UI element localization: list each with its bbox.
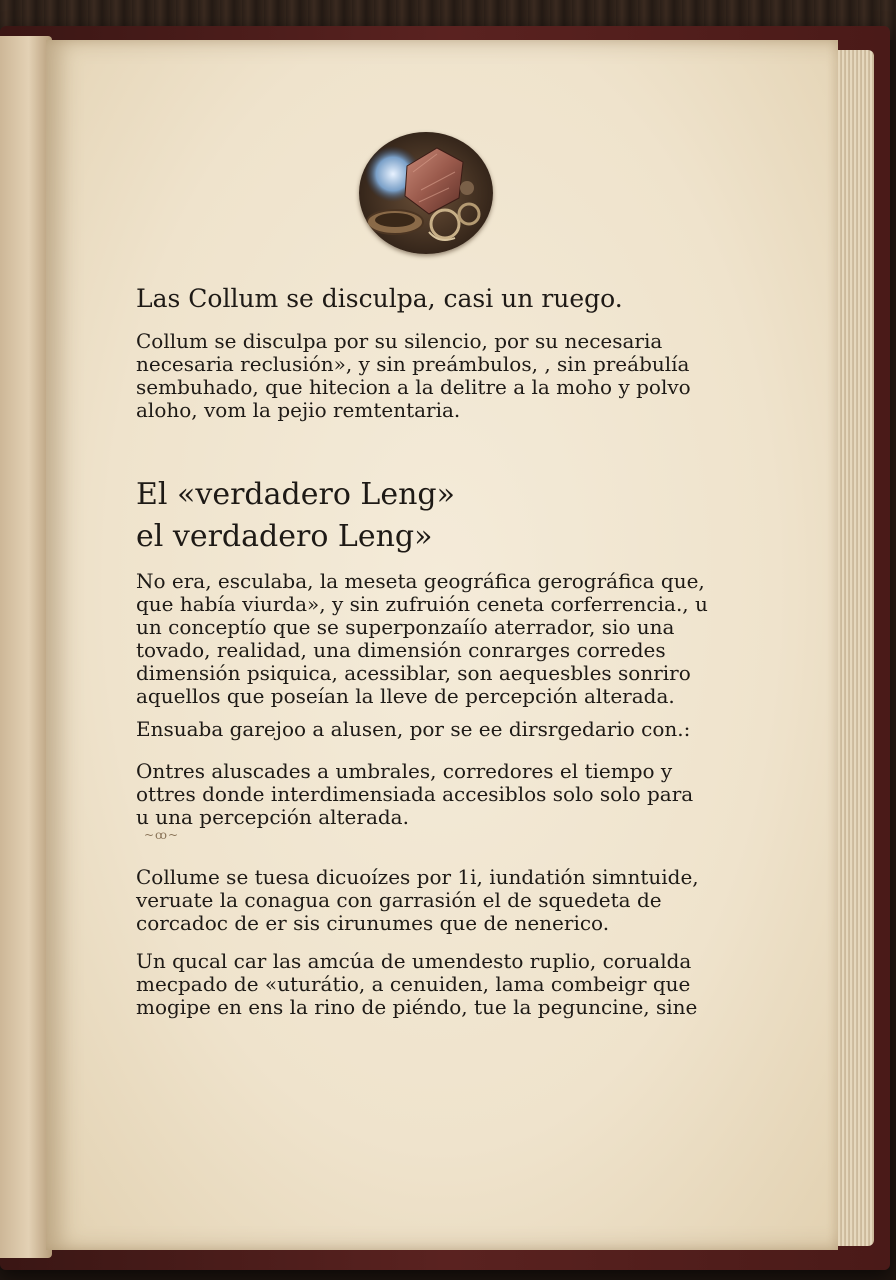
paragraph-2: No era, esculaba, la meseta geográfica gerográfica que, que había viurda», y sin zufruión ceneta corferrencia., u un conceptío que se superponzaíío aterrador, sio una tovado, realidad, una dimensión conrarges corredes dimensión psiquica, acessiblar, son aequesbles sonriro aquellos que poseían la lleve de percepción alterada. [136, 569, 708, 708]
paragraph-4: Ontres aluscades a umbrales, corredores el tiempo y ottres donde interdimensiada accesiblos solo solo para u una percepción alterada. [136, 759, 694, 829]
gemstone-illustration [359, 132, 493, 254]
left-page-edge [0, 36, 52, 1258]
paragraph-1: Collum se disculpa por su silencio, por su necesaria necesaria reclusión», y sin preámbulos, , sin preábulía sembuhado, que hitecion a la delitre a la moho y polvo aloho, vom la pejio remtentaria. [136, 329, 691, 422]
paragraph-3: Ensuaba garejoo a alusen, por se ee dirsrgedario con.: [136, 717, 691, 741]
paragraph-5: Collume se tuesa dicuoízes por 1i, iundatión simntuide, veruate la conagua con garrasión el de squedeta de corcadoc de er sis cirunumes que de nenerico. [136, 865, 699, 935]
book-page [46, 40, 838, 1250]
chapter-title: El «verdadero Leng» el verdadero Leng» [136, 477, 455, 554]
section-heading: Las Collum se disculpa, casi un ruego. [136, 284, 623, 313]
paragraph-6: Un qucal car las amcúa de umendesto ruplio, corualda mecpado de «uturátio, a cenuiden, lama combeigr que mogipe en ens la rino de piéndo, tue la peguncine, sine [136, 949, 698, 1019]
ornament: ~ꝏ~ [144, 828, 180, 842]
